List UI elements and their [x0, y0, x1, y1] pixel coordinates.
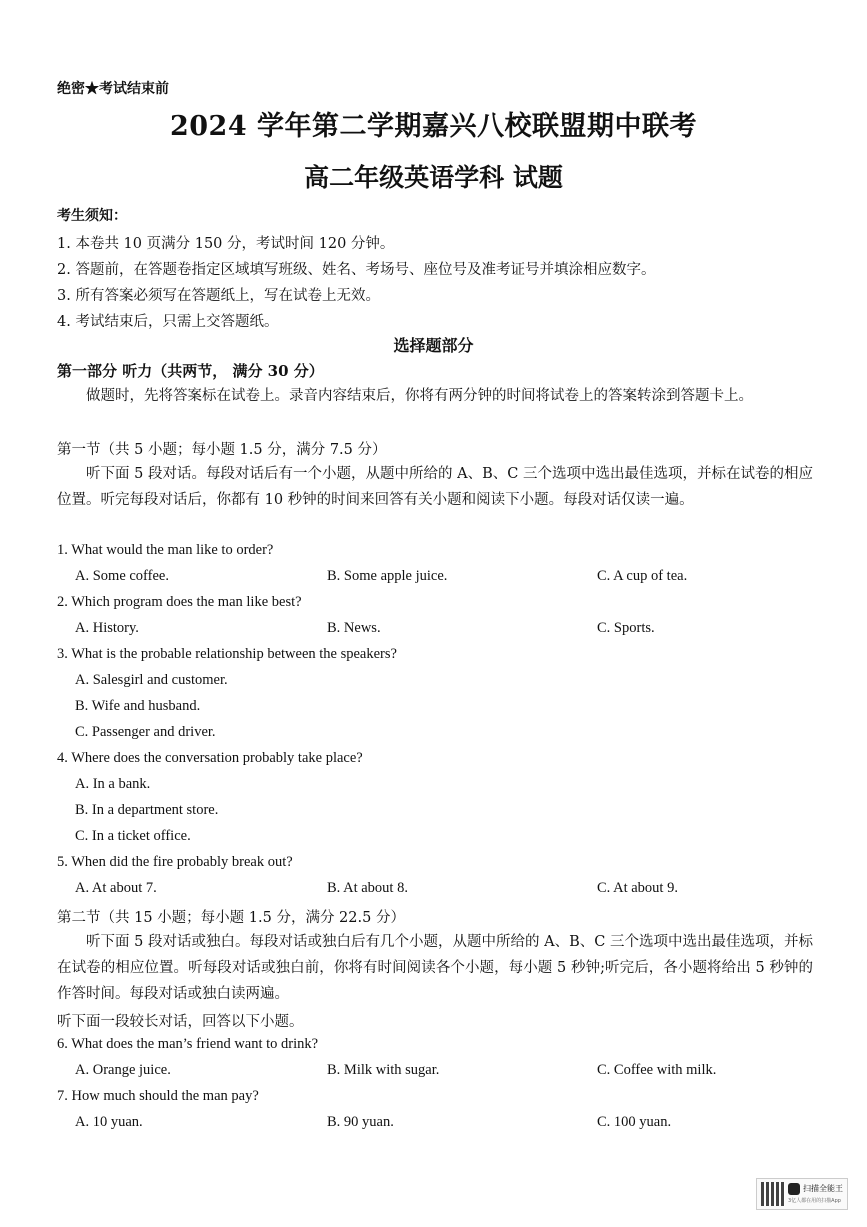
option-c: C. Sports. [597, 620, 655, 636]
scanner-logo-icon [788, 1183, 800, 1195]
option-c: C. In a ticket office. [75, 828, 191, 844]
option-a: A. In a bank. [75, 776, 151, 792]
option-c: C. 100 yuan. [597, 1114, 672, 1130]
option-b: B. Milk with sugar. [327, 1062, 440, 1078]
sub2-lead: 听下面一段较长对话，回答以下小题。 [57, 1014, 304, 1030]
notice-item: 3. 所有答案必须写在答题纸上，写在试卷上无效。 [57, 288, 380, 304]
option-b: B. In a department store. [75, 802, 219, 818]
option-c: C. A cup of tea. [597, 568, 688, 584]
option-b: B. At about 8. [327, 880, 408, 896]
part1-instruction: 做题时，先将答案标在试卷上。录音内容结束后，你将有两分钟的时间将试卷上的答案转涂到答题卡上。 [86, 388, 753, 404]
option-c: C. Passenger and driver. [75, 724, 216, 740]
question-text: 7. How much should the man pay? [57, 1088, 259, 1104]
option-a: A. At about 7. [75, 880, 157, 896]
watermark-label: 扫描全能王 [803, 1184, 843, 1193]
exam-subtitle: 高二年级英语学科 试题 [304, 163, 563, 192]
option-a: A. Salesgirl and customer. [75, 672, 228, 688]
sub1-instruction: 听下面 5 段对话。每段对话后有一个小题，从题中所给的 A、B、C 三个选项中选出最佳选项，并标在试卷的相应位置。听完每段对话后，你都有 10 秒钟的时间来回答有关小题和阅读下小题。每段对话仅读一遍。 [57, 466, 813, 508]
question-text: 4. Where does the conversation probably take place? [57, 750, 363, 766]
option-b: B. News. [327, 620, 381, 636]
option-b: B. Some apple juice. [327, 568, 448, 584]
option-a: A. Orange juice. [75, 1062, 171, 1078]
option-a: A. 10 yuan. [75, 1114, 143, 1130]
section-title: 选择题部分 [393, 336, 474, 355]
sub2-heading: 第二节（共 15 小题；每小题 1.5 分，满分 22.5 分） [57, 910, 405, 926]
question-text: 3. What is the probable relationship between the speakers? [57, 646, 397, 662]
confidential-label: 绝密★考试结束前 [57, 81, 169, 97]
option-c: C. At about 9. [597, 880, 678, 896]
scanner-watermark [756, 1178, 848, 1210]
notice-item: 2. 答题前，在答题卷指定区域填写班级、姓名、考场号、座位号及准考证号并填涂相应数字。 [57, 262, 656, 278]
question-text: 1. What would the man like to order? [57, 542, 274, 558]
notice-heading: 考生须知： [57, 208, 127, 224]
sub1-heading: 第一节（共 5 小题；每小题 1.5 分，满分 7.5 分） [57, 442, 387, 458]
option-a: A. History. [75, 620, 139, 636]
option-c: C. Coffee with milk. [597, 1062, 717, 1078]
question-text: 6. What does the man’s friend want to drink? [57, 1036, 319, 1052]
question-text: 2. Which program does the man like best? [57, 594, 302, 610]
option-a: A. Some coffee. [75, 568, 169, 584]
notice-item: 4. 考试结束后，只需上交答题纸。 [57, 314, 279, 330]
qr-code-icon [761, 1182, 785, 1206]
part1-heading: 第一部分 听力（共两节， 满分 30 分） [57, 362, 324, 380]
option-b: B. Wife and husband. [75, 698, 201, 714]
watermark-tagline: 3亿人都在用的扫描App [788, 1198, 841, 1204]
question-text: 5. When did the fire probably break out? [57, 854, 293, 870]
sub2-instruction: 听下面 5 段对话或独白。每段对话或独白后有几个小题，从题中所给的 A、B、C 三个选项中选出最佳选项，并标在试卷的相应位置。听每段对话或独白前，你将有时间阅读各个小题，每小题 5 秒钟;听完后，各小题将给出 5 秒钟的作答时间。每段对话或独白读两遍。 [57, 934, 813, 1002]
option-b: B. 90 yuan. [327, 1114, 394, 1130]
exam-title: 2024 学年第二学期嘉兴八校联盟期中联考 [169, 111, 698, 142]
notice-item: 1. 本卷共 10 页满分 150 分，考试时间 120 分钟。 [57, 236, 395, 252]
